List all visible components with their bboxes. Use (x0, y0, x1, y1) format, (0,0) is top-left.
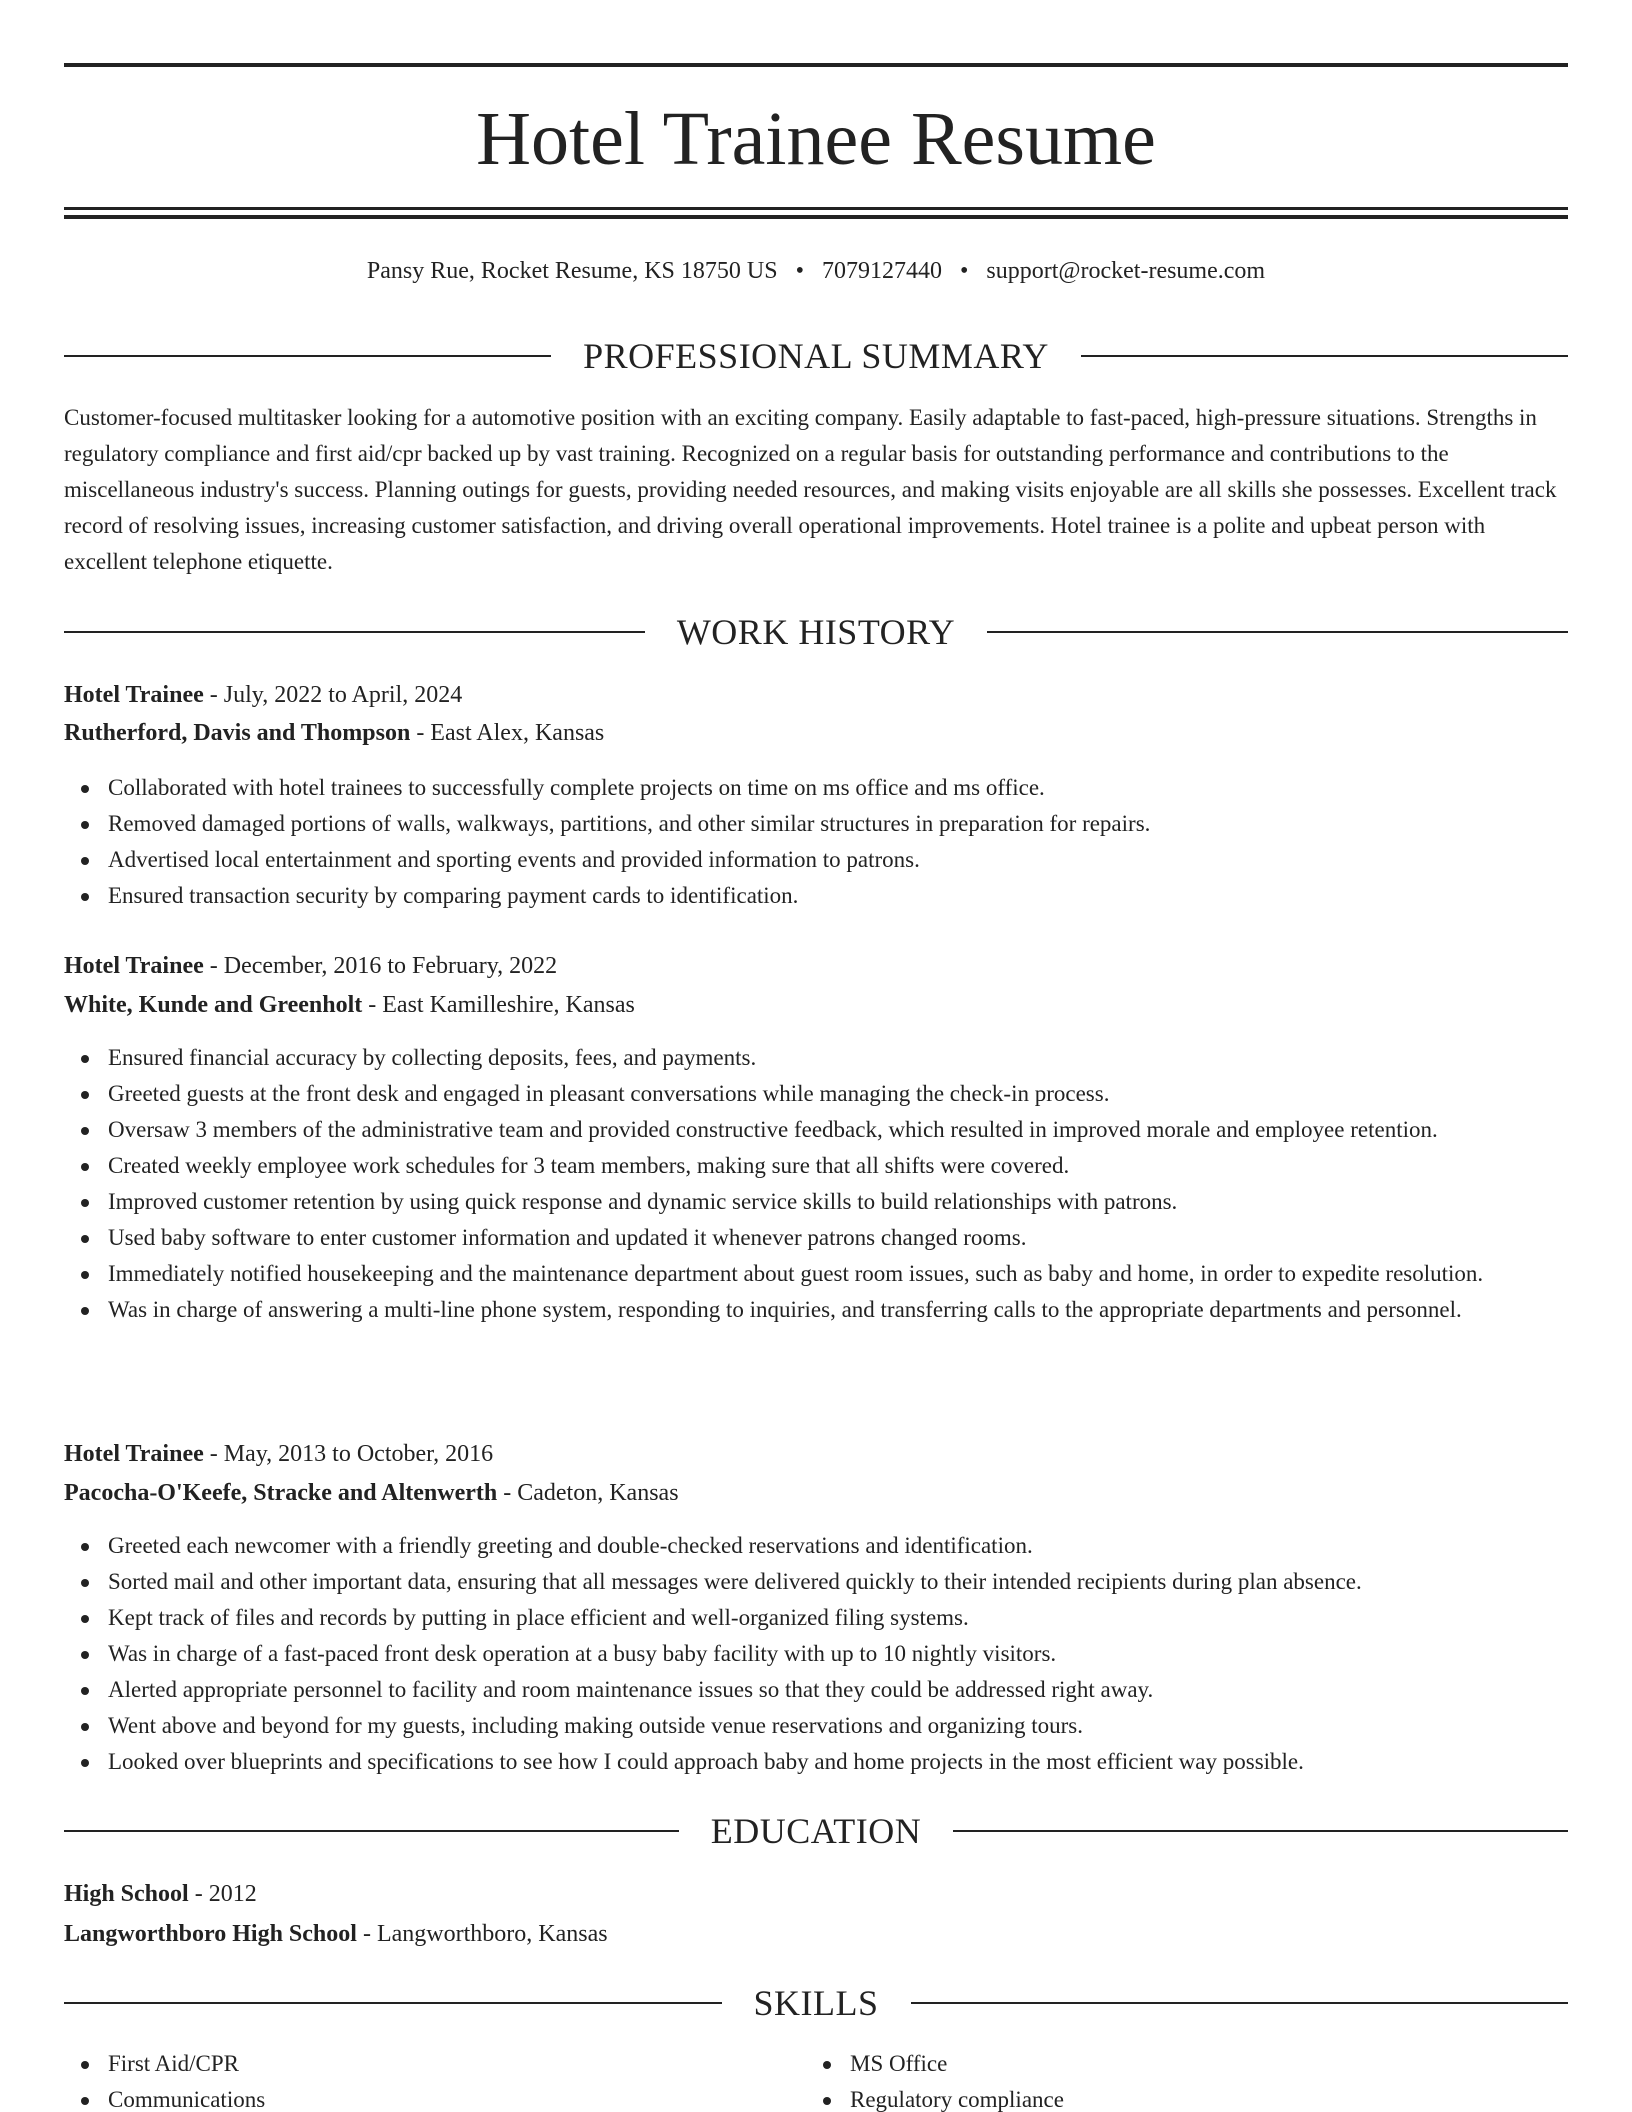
list-item: Was in charge of a fast-paced front desk operation at a busy baby facility with up to 10 nightly visitors. (64, 1636, 1568, 1672)
contact-separator: • (959, 258, 969, 284)
job-employer-line (64, 1475, 1568, 1511)
list-item: Kept track of files and records by putting in place efficient and well-organized filing systems. (64, 1600, 1568, 1636)
list-item: Ensured transaction security by comparing payment cards to identification. (64, 878, 1568, 914)
education-location: - Langworthboro, Kansas (356, 1921, 608, 1947)
job-employer: White, Kunde and Greenholt (64, 992, 363, 1018)
divider (911, 2002, 1569, 2004)
job-employer: Pacocha-O'Keefe, Stracke and Altenwerth (64, 1480, 498, 1506)
job-location: - East Kamilleshire, Kansas (362, 992, 635, 1018)
list-item: Ensured financial accuracy by collecting deposits, fees, and payments. (64, 1040, 1568, 1076)
list-item: Looked over blueprints and specifications to see how I could approach baby and home projects in the most efficient way possible. (64, 1744, 1568, 1780)
education-school: Langworthboro High School (64, 1921, 357, 1947)
list-item: Oversaw 3 members of the administrative team and provided constructive feedback, which resulted in improved morale and employee retention. (64, 1112, 1568, 1148)
contact-separator: • (795, 258, 804, 284)
contact-address: Pansy Rue, Rocket Resume, KS 18750 US (366, 258, 778, 284)
job-title: Hotel Trainee (64, 953, 204, 979)
job-title: Hotel Trainee (64, 1441, 204, 1467)
contact-line (64, 255, 1568, 287)
divider (64, 2002, 722, 2004)
skill-item: Regulatory compliance (806, 2082, 1506, 2112)
list-item: Was in charge of answering a multi-line phone system, responding to inquiries, and transferring calls to the appropriate departments and personnel. (64, 1292, 1568, 1328)
job-bullets (64, 1528, 1568, 1780)
contact-phone: 7079127440 (821, 258, 942, 284)
list-item: Immediately notified housekeeping and the maintenance department about guest room issues, such as baby and home, in order to expedite resolution. (64, 1256, 1568, 1292)
education-school-line (64, 1916, 1568, 1952)
list-item: Removed damaged portions of walls, walkways, partitions, and other similar structures in preparation for repairs. (64, 806, 1568, 842)
summary-text: Customer-focused multitasker looking for a automotive position with an exciting company. Easily adaptable to fast-paced, high-pressure situations. Strengths in regulatory compliance and first aid/cpr backed up by vast training. Recognized on a regular basis for outstanding performance and contributions to the miscellaneous industry's success. Planning outings for guests, providing needed resources, and making visits enjoyable are all skills she possesses. Excellent track record of resolving issues, increasing customer satisfaction, and driving overall operational improvements. Hotel trainee is a polite and upbeat person with excellent telephone etiquette. (64, 405, 1557, 574)
list-item: Created weekly employee work schedules for 3 team members, making sure that all shifts were covered. (64, 1148, 1568, 1184)
job-location: - Cadeton, Kansas (497, 1480, 679, 1506)
job-bullets (64, 1040, 1568, 1328)
job-dates: - May, 2013 to October, 2016 (203, 1441, 494, 1467)
job-dates: - July, 2022 to April, 2024 (203, 682, 463, 708)
job-employer: Rutherford, Davis and Thompson (64, 720, 411, 746)
education-degree: High School (64, 1881, 189, 1907)
divider (64, 631, 645, 633)
title-rule-lower (64, 215, 1568, 219)
resume-page (64, 0, 1568, 2112)
section-title: PROFESSIONAL SUMMARY (583, 336, 1049, 376)
skill-item: Communications (64, 2082, 764, 2112)
section-title: SKILLS (753, 1983, 879, 2023)
job-employer-line (64, 715, 1568, 751)
list-item: Collaborated with hotel trainees to successfully complete projects on time on ms office and ms office. (64, 770, 1568, 806)
job-title-line (64, 948, 1568, 984)
list-item: Improved customer retention by using quick response and dynamic service skills to build relationships with patrons. (64, 1184, 1568, 1220)
divider (64, 1830, 679, 1832)
divider (1081, 355, 1568, 357)
job-title: Hotel Trainee (64, 682, 204, 708)
job-title-line (64, 677, 1568, 713)
section-heading-work-history (64, 610, 1568, 654)
section-title: WORK HISTORY (676, 612, 956, 652)
skills-list-right (806, 2046, 1506, 2112)
title-rule-upper (64, 207, 1568, 210)
divider (987, 631, 1568, 633)
job-bullets (64, 770, 1568, 914)
section-heading-education (64, 1809, 1568, 1853)
top-rule (64, 63, 1568, 67)
contact-email: support@rocket-resume.com (986, 258, 1266, 284)
divider (953, 1830, 1568, 1832)
list-item: Greeted guests at the front desk and engaged in pleasant conversations while managing the check-in process. (64, 1076, 1568, 1112)
list-item: Greeted each newcomer with a friendly greeting and double-checked reservations and identification. (64, 1528, 1568, 1564)
section-heading-skills (64, 1981, 1568, 2025)
list-item: Sorted mail and other important data, ensuring that all messages were delivered quickly to their intended recipients during plan absence. (64, 1564, 1568, 1600)
skills-list-left (64, 2046, 764, 2112)
job-dates: - December, 2016 to February, 2022 (203, 953, 558, 979)
section-heading-summary (64, 334, 1568, 378)
education-degree-line (64, 1876, 1568, 1912)
skill-item: MS Office (806, 2046, 1506, 2082)
divider (64, 355, 551, 357)
page-title: Hotel Trainee Resume (476, 97, 1156, 181)
list-item: Alerted appropriate personnel to facility and room maintenance issues so that they could be addressed right away. (64, 1672, 1568, 1708)
job-location: - East Alex, Kansas (410, 720, 605, 746)
list-item: Went above and beyond for my guests, including making outside venue reservations and organizing tours. (64, 1708, 1568, 1744)
skill-item: First Aid/CPR (64, 2046, 764, 2082)
list-item: Advertised local entertainment and sporting events and provided information to patrons. (64, 842, 1568, 878)
list-item: Used baby software to enter customer information and updated it whenever patrons changed rooms. (64, 1220, 1568, 1256)
job-employer-line (64, 987, 1568, 1023)
job-title-line (64, 1436, 1568, 1472)
education-year: - 2012 (188, 1881, 257, 1907)
section-title: EDUCATION (710, 1811, 922, 1851)
